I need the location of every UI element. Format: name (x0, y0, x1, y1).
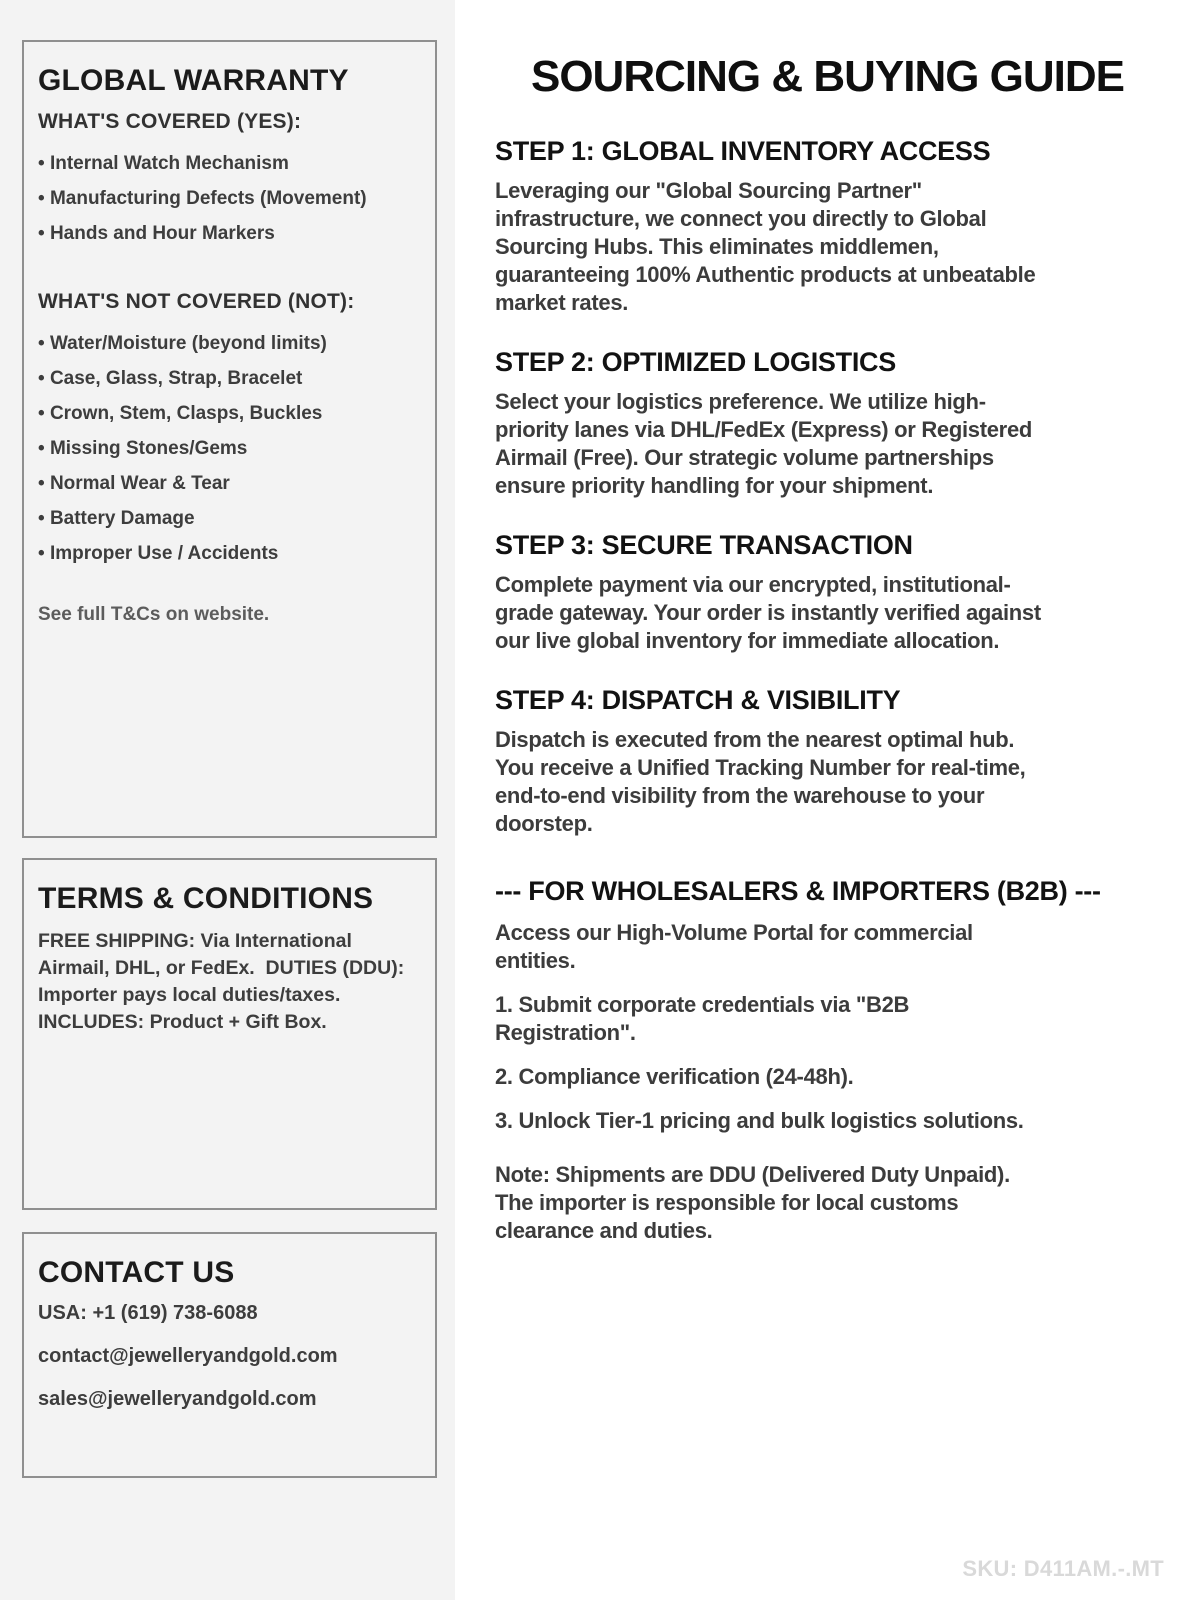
step-2-heading: STEP 2: OPTIMIZED LOGISTICS (495, 347, 896, 377)
warranty-not-covered-item: • Crown, Stem, Clasps, Buckles (38, 404, 419, 424)
step-1-block (495, 136, 1160, 317)
sales-email: sales@jewelleryandgold.com (38, 1388, 317, 1410)
warranty-not-covered-item: • Water/Moisture (beyond limits) (38, 334, 419, 354)
global-warranty-panel (22, 40, 437, 838)
contact-email: contact@jewelleryandgold.com (38, 1345, 338, 1367)
info-sidebar (0, 0, 455, 1600)
warranty-covered-heading: WHAT'S COVERED (YES): (38, 110, 302, 133)
step-2-body: Select your logistics preference. We utilize high-priority lanes via DHL/FedEx (Express) or Registered Airmail (Free). Our strategic volume partnerships ensure priority handling for your shipment. (495, 389, 1033, 498)
b2b-step-3: 3. Unlock Tier-1 pricing and bulk logistics solutions. (495, 1108, 1024, 1133)
terms-body: FREE SHIPPING: Via International Airmail, DHL, or FedEx. DUTIES (DDU): Importer pays local duties/taxes. INCLUDES: Product + Gift Box. (38, 930, 410, 1033)
contact-panel (22, 1232, 437, 1478)
sourcing-guide-section (455, 0, 1200, 1600)
step-4-heading: STEP 4: DISPATCH & VISIBILITY (495, 685, 901, 715)
step-1-heading: STEP 1: GLOBAL INVENTORY ACCESS (495, 136, 991, 166)
b2b-heading: --- FOR WHOLESALERS & IMPORTERS (B2B) --- (495, 876, 1101, 906)
step-2-block (495, 347, 1160, 500)
ddu-note: Note: Shipments are DDU (Delivered Duty Unpaid). The importer is responsible for local customs clearance and duties. (495, 1162, 1010, 1243)
warranty-covered-item: • Manufacturing Defects (Movement) (38, 189, 419, 209)
sku-label: SKU: D411AM.-.MT (962, 1556, 1164, 1581)
warranty-not-covered-item: • Case, Glass, Strap, Bracelet (38, 369, 419, 389)
step-4-body: Dispatch is executed from the nearest optimal hub. You receive a Unified Tracking Number for real-time, end-to-end visibility from the warehouse to your doorstep. (495, 727, 1026, 836)
contact-phone: USA: +1 (619) 738-6088 (38, 1302, 258, 1324)
step-4-block (495, 685, 1160, 838)
terms-panel (22, 858, 437, 1210)
warranty-not-covered-heading: WHAT'S NOT COVERED (NOT): (38, 290, 355, 313)
warranty-not-covered-item: • Improper Use / Accidents (38, 544, 419, 564)
b2b-step-2: 2. Compliance verification (24-48h). (495, 1064, 854, 1089)
warranty-footnote: See full T&Cs on website. (38, 604, 270, 625)
step-1-body: Leveraging our "Global Sourcing Partner" infrastructure, we connect you directly to Global Sourcing Hubs. This eliminates middlemen, guaranteeing 100% Authentic products at unbeatable market rates. (495, 178, 1036, 315)
step-3-heading: STEP 3: SECURE TRANSACTION (495, 530, 913, 560)
warranty-not-covered-item: • Normal Wear & Tear (38, 474, 419, 494)
terms-title: TERMS & CONDITIONS (38, 882, 374, 915)
step-3-block (495, 530, 1160, 655)
step-3-body: Complete payment via our encrypted, institutional-grade gateway. Your order is instantly verified against our live global inventory for immediate allocation. (495, 572, 1041, 653)
warranty-covered-item: • Internal Watch Mechanism (38, 154, 419, 174)
warranty-not-covered-item: • Missing Stones/Gems (38, 439, 419, 459)
contact-title: CONTACT US (38, 1256, 235, 1289)
b2b-block (495, 876, 1160, 1245)
b2b-step-1: 1. Submit corporate credentials via "B2B Registration". (495, 992, 910, 1045)
warranty-not-covered-item: • Battery Damage (38, 509, 419, 529)
b2b-intro: Access our High-Volume Portal for commercial entities. (495, 920, 973, 973)
warranty-covered-item: • Hands and Hour Markers (38, 224, 419, 244)
warranty-title: GLOBAL WARRANTY (38, 64, 349, 97)
page-title: SOURCING & BUYING GUIDE (530, 52, 1125, 101)
